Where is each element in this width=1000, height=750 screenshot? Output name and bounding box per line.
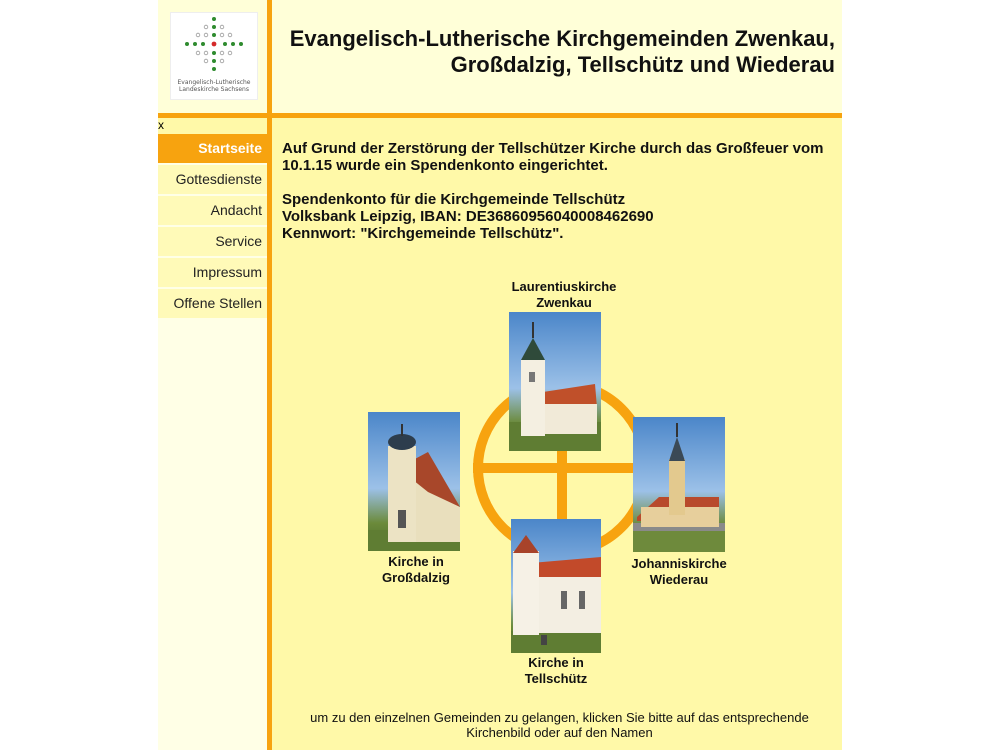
announcement-line: 10.1.15 wurde ein Spendenkonto eingerichtet. [282,157,608,174]
footer-instruction [282,710,837,740]
horizontal-divider [158,113,842,118]
close-marker[interactable]: x [158,118,164,132]
church-label-line: Großdalzig [382,570,450,585]
sidebar-nav [158,134,267,750]
church-label-line: Zwenkau [536,295,592,310]
site-title [275,26,835,78]
church-label-tellschuetz[interactable] [506,655,606,687]
church-label-grossdalzig[interactable] [368,554,464,586]
church-label-line: Wiederau [649,572,709,587]
site-title-line1: Evangelisch-Lutherische Kirchgemeinden Zwenkau, [289,26,835,51]
logo-cell [158,0,267,113]
church-label-wiederau[interactable] [624,556,734,588]
header [272,0,842,113]
church-image [509,312,601,451]
announcement-line: Auf Grund der Zerstörung der Tellschützer Kirche durch das Großfeuer vom [282,140,824,157]
church-image [511,519,601,653]
site-title-line2: Großdalzig, Tellschütz und Wiederau [450,52,835,77]
church-photo-zwenkau[interactable] [509,312,601,451]
logo-caption-line2: Landeskirche Sachsens [179,86,249,93]
nav-item-startseite[interactable]: Startseite [158,134,267,163]
announcement-paragraph-donation [282,191,837,242]
announcement-paragraph-fire [282,140,837,174]
nav-item-impressum[interactable]: Impressum [158,258,267,287]
nav-item-service[interactable]: Service [158,227,267,256]
church-photo-tellschuetz[interactable] [511,519,601,653]
church-logo[interactable] [170,12,258,100]
church-photo-wiederau[interactable] [633,417,725,552]
donation-account-title: Spendenkonto für die Kirchgemeinde Tellschütz [282,191,626,208]
church-photo-grossdalzig[interactable] [368,412,460,551]
footer-instruction-line: Kirchenbild oder auf den Namen [466,725,653,740]
vertical-divider [267,0,272,750]
logo-caption-line1: Evangelisch-Lutherische [177,79,251,86]
church-label-line: Johanniskirche [631,556,727,571]
page [158,0,842,750]
cross-dots-icon [171,13,257,77]
nav-item-andacht[interactable]: Andacht [158,196,267,225]
announcement [282,140,837,259]
church-label-line: Kirche in [528,655,584,670]
church-label-zwenkau[interactable] [496,279,632,311]
nav-item-gottesdienste[interactable]: Gottesdienste [158,165,267,194]
logo-caption [171,79,257,93]
donation-keyword: Kennwort: "Kirchgemeinde Tellschütz". [282,225,564,242]
church-image [368,412,460,551]
church-label-line: Tellschütz [524,671,588,686]
church-image [633,417,725,552]
church-map [368,275,768,695]
footer-instruction-line: um zu den einzelnen Gemeinden zu gelangen, klicken Sie bitte auf das entsprechende [310,710,809,725]
nav-item-offene-stellen[interactable]: Offene Stellen [158,289,267,318]
donation-iban: Volksbank Leipzig, IBAN: DE36860956040008462690 [282,208,654,225]
church-label-line: Kirche in [388,554,444,569]
church-label-line: Laurentiuskirche [511,279,617,294]
